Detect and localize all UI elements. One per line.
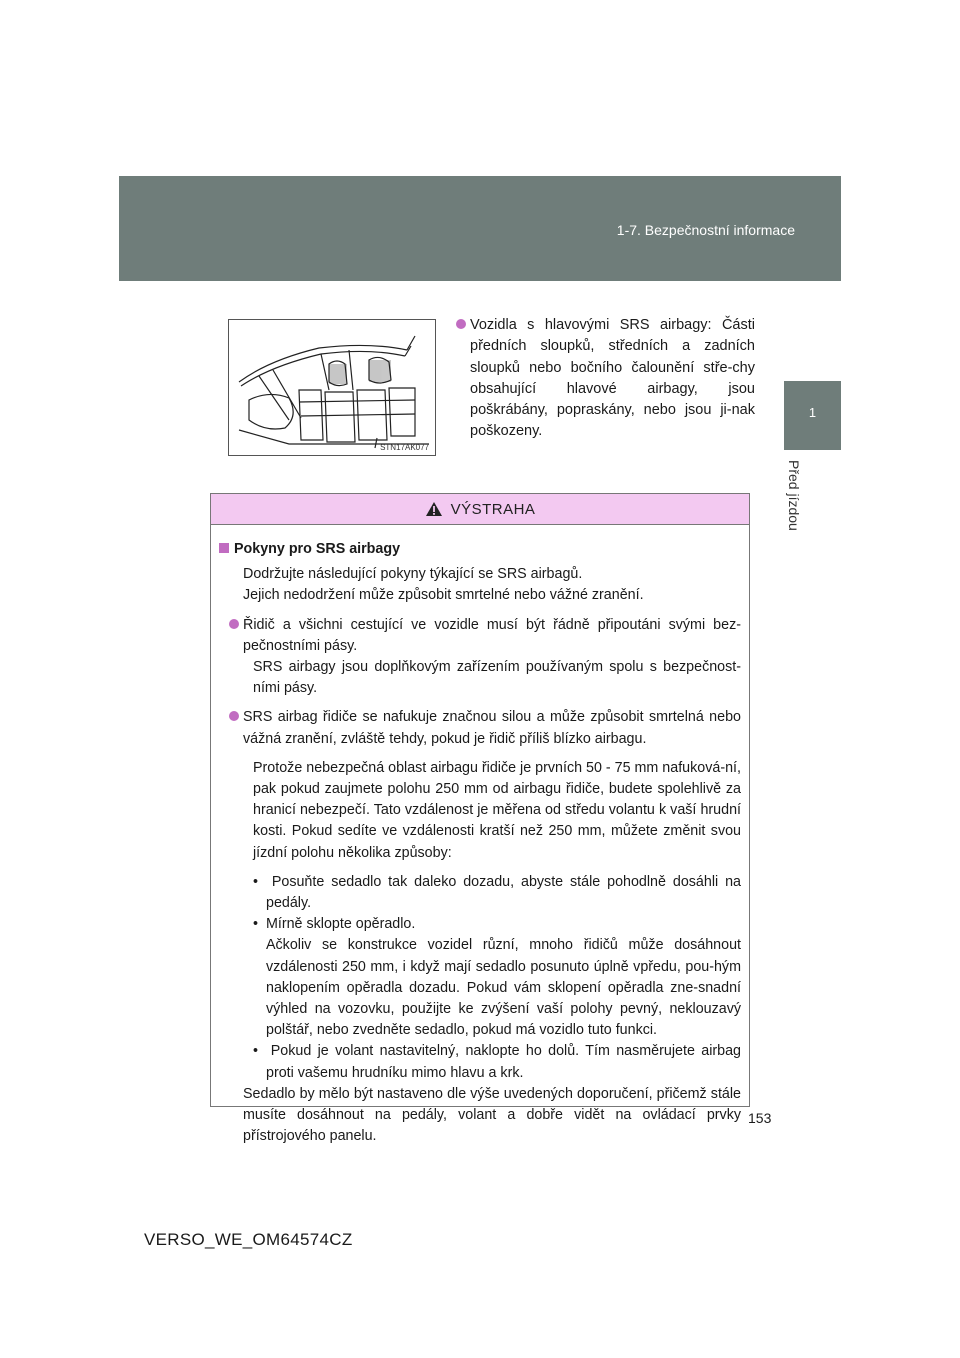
list-item: • Posuňte sedadlo tak daleko dozadu, abyste stále pohodlně dosáhli na pedály.: [253, 873, 741, 912]
bullet-dot-icon: [456, 319, 466, 329]
warning-heading: Pokyny pro SRS airbagy: [219, 539, 741, 560]
warning-body: [211, 525, 749, 1147]
warning-bullet-2: SRS airbag řidiče se nafukuje značnou silou a může způsobit smrtelná nebo vážná zranění, zvláště tehdy, pokud je řidič příliš blízko airbagu.: [229, 707, 741, 749]
bullet-dot-icon: [229, 711, 239, 721]
chapter-tab: [784, 381, 841, 450]
warning-triangle-icon: [425, 501, 443, 517]
document-footer: VERSO_WE_OM64574CZ: [144, 1230, 353, 1249]
warning-intro-1: Dodržujte následující pokyny týkající se SRS airbagů.: [243, 566, 583, 583]
warning-intro-2: Jejich nedodržení může způsobit smrtelné nebo vážné zranění.: [243, 587, 644, 604]
list-item: • Pokud je volant nastavitelný, naklopte ho dolů. Tím nasměrujete airbag proti vašemu hrudníku mimo hlavu a krk.: [253, 1043, 741, 1081]
chapter-side-label: [786, 460, 806, 580]
warning-paragraph: Protože nebezpečná oblast airbagu řidiče je prvních 50 - 75 mm nafuková-ní, pak pokud zaujmete polohu 250 mm od airbagu řidiče, budete spolehlivě za hranicí nebezpečí. Tato vzdálenost je měřena od středu volantu k vaší hrudní kosti. Pokud sedíte ve vzdálenosti kratší než 250 mm, můžete změnit svou jízdní polohu několika způsoby:: [253, 759, 741, 861]
square-bullet-icon: [219, 543, 229, 553]
car-interior-drawing: [229, 320, 435, 455]
warning-bullet-1-note: SRS airbagy jsou doplňkovým zařízením používaným spolu s bezpečnost-ními pásy.: [253, 659, 741, 697]
warning-box: [210, 493, 750, 1145]
section-title: 1-7. Bezpečnostní informace: [616, 222, 795, 238]
top-bullet-item: [456, 315, 755, 443]
page-number: 153: [748, 1110, 772, 1126]
section-header: [119, 176, 841, 281]
warning-header: [211, 494, 749, 525]
bullet-dot-icon: [229, 619, 239, 629]
airbag-illustration: [228, 319, 436, 456]
warning-title: VÝSTRAHA: [450, 500, 536, 518]
list-item-continuation: Ačkoliv se konstrukce vozidel různí, mnoho řidičů může dosáhnout vzdálenosti 250 mm, i když mají sedadlo posunuto úplně vpředu, pou-hým naklopením opěradla dozadu. Pokud vám sklopení opěradla zne-snadní výhled na vozovku, použijte ke zvýšení vaší polohy pevný, neklouzavý polštář, nebo zvedněte sedadlo, pokud má vozidlo tuto funkci.: [266, 937, 741, 1039]
figure-code: STN17AK077: [380, 443, 429, 452]
top-bullet-text: Vozidla s hlavovými SRS airbagy: Části předních sloupků, středních a zadních sloupků nebo bočního čalounění stře-chy obsahující hlavové airbagy, jsou poškrábány, popraskány, nebo jsou ji-nak poškozeny.: [470, 317, 755, 440]
chapter-number: 1: [808, 405, 817, 420]
chapter-title: Před jízdou: [786, 460, 802, 531]
warning-closing: Sedadlo by mělo být nastaveno dle výše uvedených doporučení, přičemž stále musíte dosáhnout na pedály, volant a dobře vidět na ovládací prvky přístrojového panelu.: [243, 1085, 741, 1145]
warning-bullet-1: Řidič a všichni cestující ve vozidle musí být řádně připoutáni svými bez-pečnostními pásy.: [229, 615, 741, 657]
list-item: • Mírně sklopte opěradlo.: [253, 916, 416, 933]
